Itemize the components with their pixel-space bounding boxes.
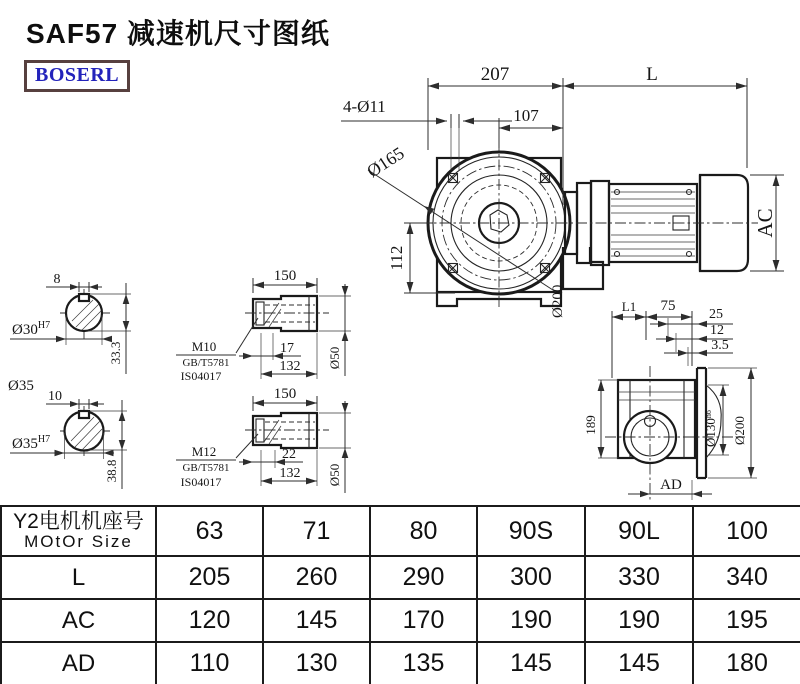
dim-189: 189 bbox=[583, 415, 598, 435]
dim-75: 75 bbox=[660, 298, 676, 314]
column-header: 90L bbox=[585, 506, 693, 556]
table-cell: 145 bbox=[263, 599, 370, 642]
table-cell: 205 bbox=[156, 556, 263, 599]
dim-depth-17: 17 bbox=[280, 341, 294, 356]
std-gb-label: GB/T5781 bbox=[182, 357, 230, 369]
side-view bbox=[583, 298, 757, 502]
dim-depth-33-3: 33.3 bbox=[108, 341, 123, 365]
table-row-AD bbox=[1, 642, 800, 684]
column-header: 80 bbox=[370, 506, 477, 556]
dim-depth-22: 22 bbox=[282, 447, 296, 462]
row-label: L bbox=[1, 556, 156, 599]
dim-inner-132: 132 bbox=[279, 359, 301, 374]
dim-od-50: Ø50 bbox=[327, 346, 342, 370]
brand-logo: BOSERL bbox=[24, 60, 130, 92]
table-row-AC bbox=[1, 599, 800, 642]
dim-112: 112 bbox=[387, 245, 406, 271]
table-cell: 110 bbox=[156, 642, 263, 684]
table-cell: 145 bbox=[477, 642, 585, 684]
flange-od-rotated-label: Ø200 bbox=[550, 284, 566, 318]
table-cell: 330 bbox=[585, 556, 693, 599]
bolt-circle-label: Ø165 bbox=[363, 142, 408, 182]
table-cell: 170 bbox=[370, 599, 477, 642]
dim-207: 207 bbox=[480, 64, 510, 85]
hollow-shaft-2 bbox=[176, 386, 351, 493]
dim-depth-38-8: 38.8 bbox=[104, 459, 119, 483]
dim-key-width-10: 10 bbox=[48, 389, 62, 404]
table-cell: 290 bbox=[370, 556, 477, 599]
table-cell: 145 bbox=[585, 642, 693, 684]
hollow-shaft-1 bbox=[176, 268, 351, 383]
thread-label-m10: M10 bbox=[191, 339, 217, 354]
dim-od-50: Ø50 bbox=[327, 463, 342, 487]
shaft-section-1 bbox=[8, 272, 131, 394]
page-title: SAF57 减速机尺寸图纸 bbox=[26, 18, 330, 49]
dim-bore-30: $Ø30^{H7}$ bbox=[12, 320, 51, 338]
dim-flange-spigot-130: $Ø130^{h6}$ bbox=[703, 410, 718, 447]
dim-key-width-8: 8 bbox=[53, 272, 61, 287]
dimension-table bbox=[0, 505, 800, 684]
table-header-row bbox=[1, 506, 800, 556]
table-cell: 195 bbox=[693, 599, 800, 642]
row-label: AC bbox=[1, 599, 156, 642]
dim-25: 25 bbox=[709, 307, 723, 322]
shaft-section-2 bbox=[10, 389, 127, 489]
header-cn: Y2电机机座号 bbox=[13, 509, 144, 533]
dim-L1: L1 bbox=[621, 299, 637, 314]
table-cell: 135 bbox=[370, 642, 477, 684]
front-view bbox=[341, 64, 784, 318]
std-iso-label: IS04017 bbox=[180, 475, 222, 489]
dim-AD: AD bbox=[660, 477, 682, 493]
bolt-holes-label: 4-Ø11 bbox=[343, 97, 386, 116]
table-cell: 180 bbox=[693, 642, 800, 684]
dim-flange-od-200: Ø200 bbox=[732, 416, 747, 445]
column-header: 100 bbox=[693, 506, 800, 556]
dim-L: L bbox=[646, 64, 658, 85]
dim-107: 107 bbox=[513, 106, 539, 125]
dim-3-5: 3.5 bbox=[711, 338, 729, 353]
table-cell: 120 bbox=[156, 599, 263, 642]
table-cell: 190 bbox=[477, 599, 585, 642]
table-cell: 340 bbox=[693, 556, 800, 599]
std-iso-label: IS04017 bbox=[180, 369, 222, 383]
column-header: 90S bbox=[477, 506, 585, 556]
row-label: AD bbox=[1, 642, 156, 684]
table-cell: 260 bbox=[263, 556, 370, 599]
std-gb-label: GB/T5781 bbox=[182, 462, 230, 474]
dim-bore-35: $Ø35^{H7}$ bbox=[12, 434, 51, 452]
dim-12: 12 bbox=[710, 323, 724, 338]
column-header: 71 bbox=[263, 506, 370, 556]
table-cell: 300 bbox=[477, 556, 585, 599]
dim-length-150: 150 bbox=[273, 386, 297, 402]
dim-inner-132: 132 bbox=[279, 466, 301, 481]
table-cell: 130 bbox=[263, 642, 370, 684]
dim-length-150: 150 bbox=[273, 268, 297, 284]
table-row-L bbox=[1, 556, 800, 599]
table-cell: 190 bbox=[585, 599, 693, 642]
alt-bore-label: Ø35 bbox=[8, 378, 34, 394]
dim-AC: AC bbox=[753, 208, 777, 238]
thread-label-m12: M12 bbox=[191, 444, 217, 459]
column-header: 63 bbox=[156, 506, 263, 556]
motor-size-header-cell bbox=[1, 506, 156, 556]
dimension-table-wrap bbox=[0, 505, 800, 684]
header-en: MOtOr Size bbox=[24, 532, 133, 552]
